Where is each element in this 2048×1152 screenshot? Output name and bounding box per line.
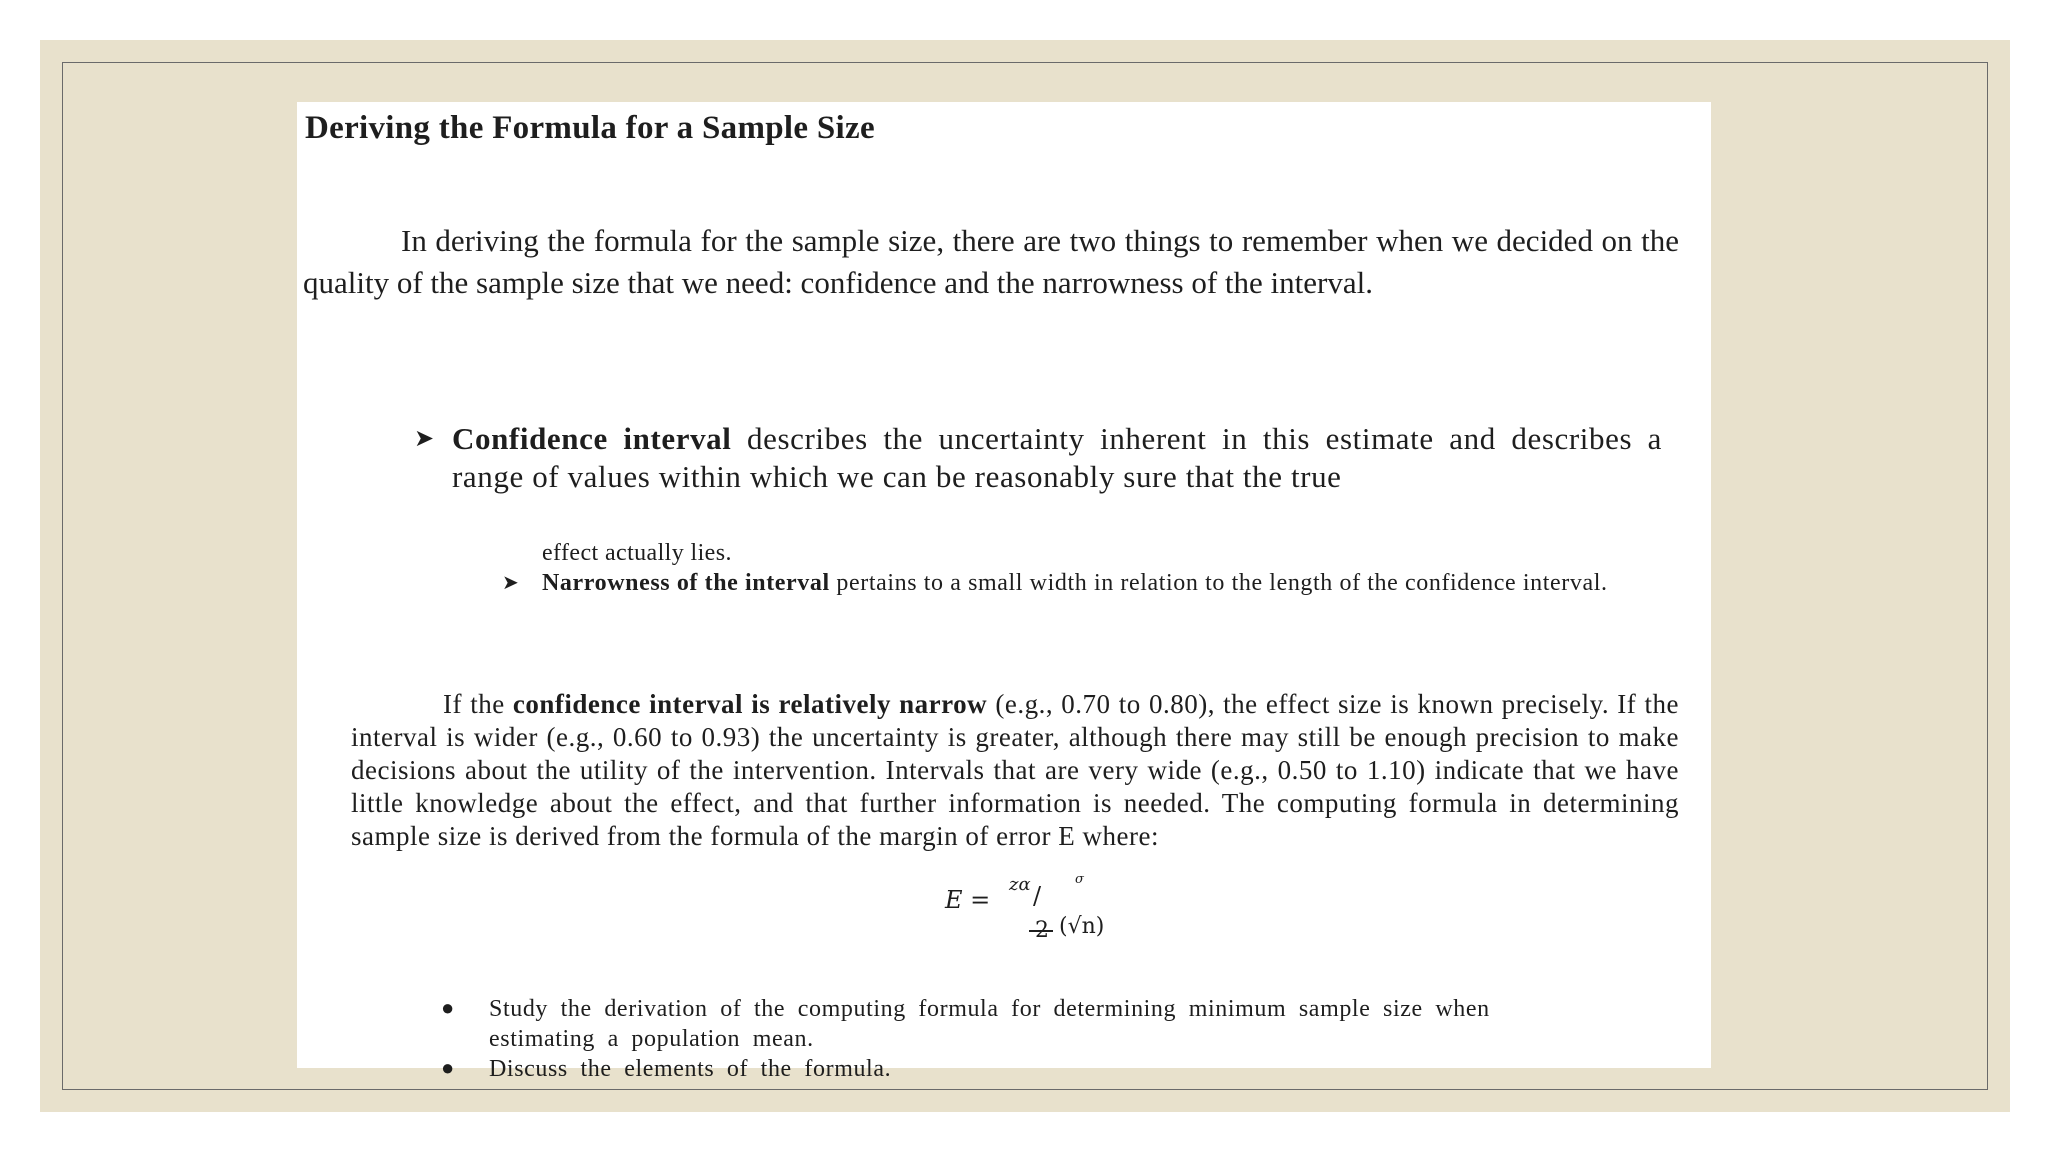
objectives-list [441, 994, 1569, 1084]
bullet-term: Narrowness of the interval [542, 570, 830, 596]
bullet-dot-icon: ● [441, 1055, 455, 1080]
formula-z-alpha: zα [1009, 874, 1031, 895]
arrow-bullet-icon: ➤ [502, 572, 520, 594]
list-item [441, 994, 1569, 1054]
intro-paragraph [303, 220, 1679, 304]
formula-slash: / [1033, 882, 1042, 910]
formula-two: 2 [1035, 918, 1049, 943]
objective-text: Discuss the elements of the formula. [489, 1056, 892, 1082]
p2-rest: (e.g., 0.70 to 0.80), the effect size is known precisely. If the interval is wider (e.g., 0.60 to 0.93) the uncertainty is greater, although there may still be enough precision to make decisions about the utility of the intervention. Intervals that are very wide (e.g., 0.50 to 1.10) indicate that we have little knowledge about the effect, and that further information is needed. The computing formula in determining sample size is derived from the formula of the margin of error E where: [351, 689, 1679, 851]
formula-root-n: (√n) [1059, 914, 1105, 939]
bullet-narrowness [502, 568, 1677, 598]
p2-lead: If the [443, 689, 513, 719]
bullet-dot-icon: ● [441, 995, 455, 1020]
bullet-confidence-interval [414, 420, 1663, 496]
body-paragraph [351, 688, 1679, 853]
arrow-bullet-icon: ➤ [414, 426, 435, 452]
page-title: Deriving the Formula for a Sample Size [305, 110, 875, 146]
margin-of-error-formula [945, 872, 1165, 952]
objective-text: Study the derivation of the computing formula for determining minimum sample size when estimating a population mean. [489, 996, 1490, 1052]
bullet-continuation: effect actually lies. [542, 540, 732, 566]
bullet-text: describes the uncertainty inherent in this estimate and describes a range of values within which we can be reasonably sure that the true [452, 421, 1663, 494]
bullet-text: pertains to a small width in relation to the length of the confidence interval. [829, 570, 1608, 596]
formula-sigma: σ [1075, 872, 1084, 887]
bullet-term: Confidence interval [452, 421, 732, 456]
intro-text: In deriving the formula for the sample size, there are two things to remember when we decided on the quality of the sample size that we need: confidence and the narrowness of the interval. [303, 223, 1679, 300]
list-item [441, 1054, 1569, 1084]
formula-lhs: E = [945, 886, 991, 914]
document-page [297, 102, 1711, 1082]
p2-bold: confidence interval is relatively narrow [512, 689, 988, 719]
